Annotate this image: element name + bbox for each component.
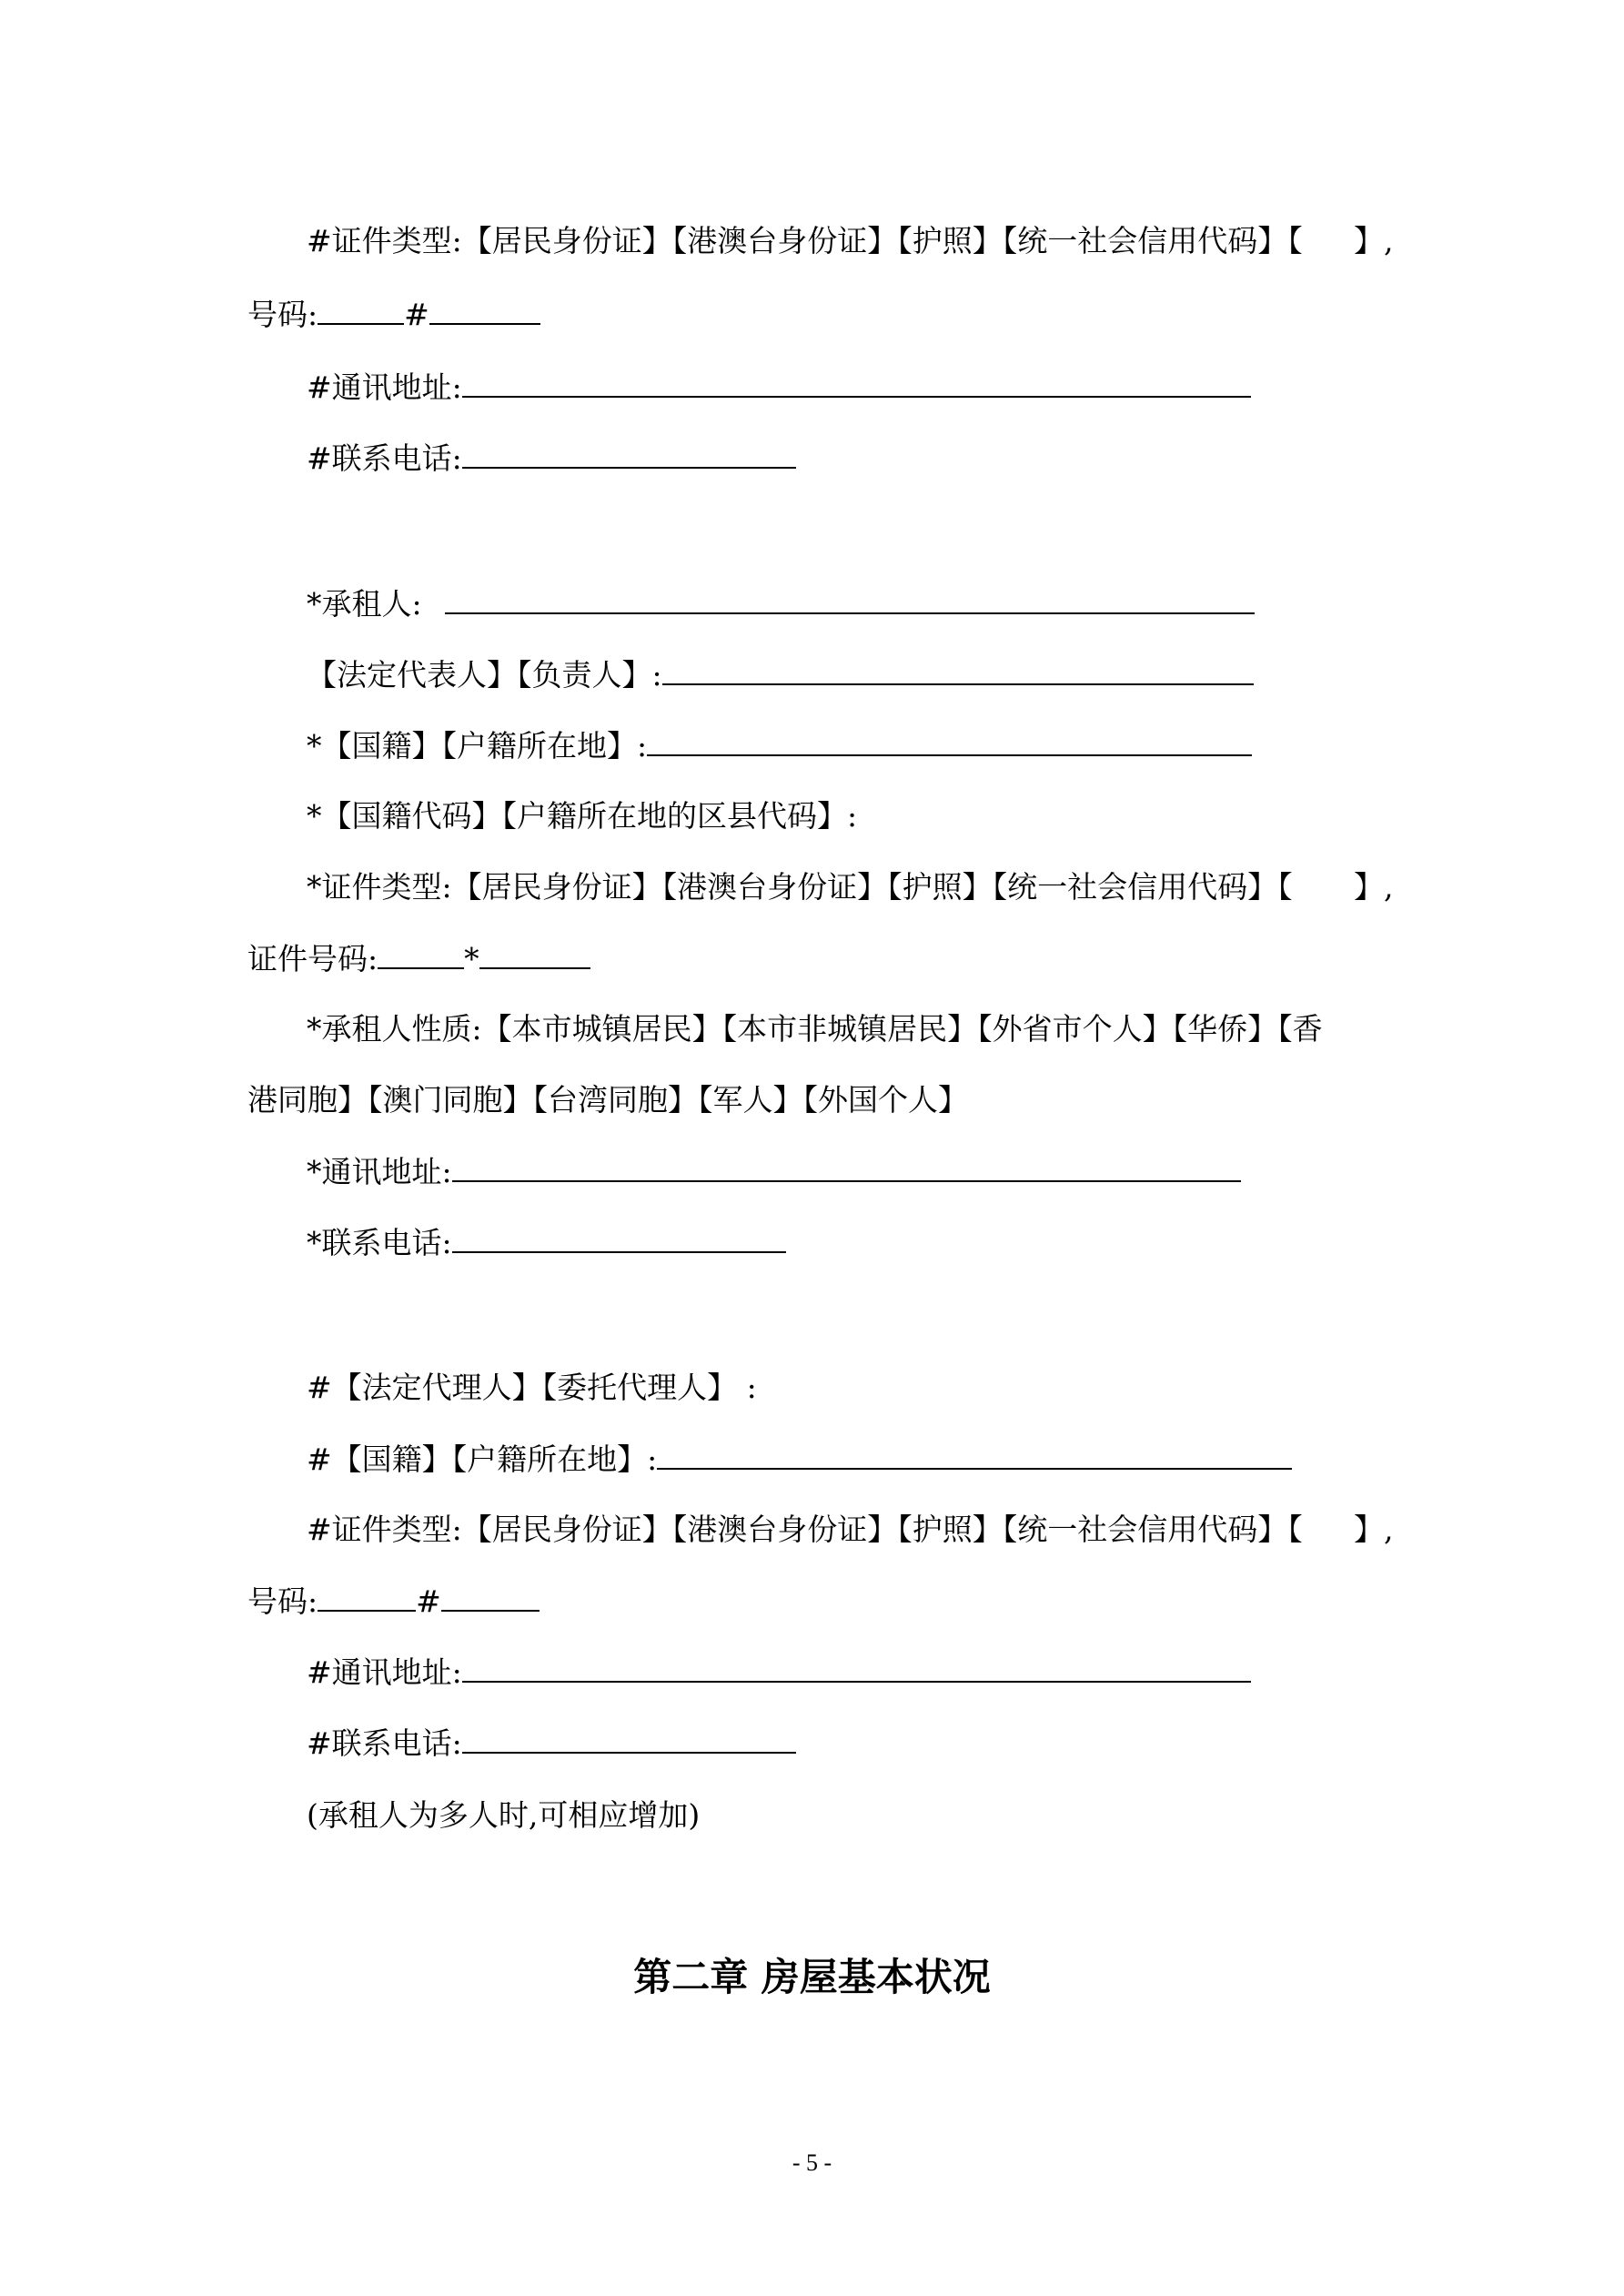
nationality-code-line: *【国籍代码】【户籍所在地的区县代码】: xyxy=(307,798,858,834)
legal-rep-label: 【法定代表人】【负责人】: xyxy=(307,657,662,693)
agent-id-number-blank-2[interactable] xyxy=(441,1583,540,1612)
agent-id-number-mark: # xyxy=(416,1583,441,1619)
phone-label: #联系电话: xyxy=(307,440,462,476)
tenant-id-type-close: 】, xyxy=(1354,869,1394,905)
agent-id-number-line xyxy=(247,1583,540,1620)
id-number-blank-2[interactable] xyxy=(429,296,540,325)
tenant-name-line xyxy=(307,585,1255,622)
tenant-address-line xyxy=(307,1153,1241,1190)
phone-blank[interactable] xyxy=(462,440,796,469)
agent-phone-line xyxy=(307,1725,796,1762)
tenant-id-type-line xyxy=(307,869,1293,905)
tenant-id-number-blank-2[interactable] xyxy=(479,940,590,969)
tenant-phone-line xyxy=(307,1224,786,1261)
tenant-nationality-label: *【国籍】【户籍所在地】: xyxy=(307,728,648,764)
tenant-id-type-label: *证件类型:【居民身份证】【港澳台身份证】【护照】【统一社会信用代码】【 xyxy=(307,869,1293,905)
tenant-id-number-line xyxy=(247,940,590,977)
agent-id-type-close: 】, xyxy=(1354,1512,1394,1547)
agent-nationality-line xyxy=(307,1441,1292,1478)
id-number-line xyxy=(247,296,540,333)
id-type-line xyxy=(307,223,1303,259)
agent-id-number-blank-1[interactable] xyxy=(318,1583,416,1612)
id-type-close: 】, xyxy=(1354,223,1394,258)
agent-address-blank[interactable] xyxy=(462,1654,1251,1683)
page-number: - 5 - xyxy=(792,2149,832,2176)
address-line xyxy=(307,369,1251,406)
agent-nationality-label: #【国籍】【户籍所在地】: xyxy=(307,1441,658,1477)
agent-nationality-blank[interactable] xyxy=(657,1441,1292,1470)
agent-id-type-label: #证件类型:【居民身份证】【港澳台身份证】【护照】【统一社会信用代码】【 xyxy=(307,1512,1303,1547)
tenant-nature-line-2: 港同胞】【澳门同胞】【台湾同胞】【军人】【外国个人】 xyxy=(247,1082,968,1118)
tenant-address-blank[interactable] xyxy=(452,1153,1241,1182)
tenant-name-blank[interactable] xyxy=(445,585,1255,614)
agent-address-label: #通讯地址: xyxy=(307,1654,462,1690)
tenant-phone-label: *联系电话: xyxy=(307,1225,452,1260)
tenant-name-label: *承租人: xyxy=(307,586,422,622)
tenant-address-label: *通讯地址: xyxy=(307,1154,452,1189)
tenant-nationality-blank[interactable] xyxy=(647,727,1252,756)
id-number-blank-1[interactable] xyxy=(318,296,404,325)
tenant-id-number-blank-1[interactable] xyxy=(378,940,464,969)
legal-rep-blank[interactable] xyxy=(662,656,1254,685)
agent-id-number-label: 号码: xyxy=(247,1583,318,1619)
chapter-title: 第二章 房屋基本状况 xyxy=(633,1955,991,1999)
phone-line xyxy=(307,440,796,477)
multi-tenant-note: (承租人为多人时,可相应增加) xyxy=(307,1797,701,1833)
id-number-label: 号码: xyxy=(247,297,318,332)
id-type-label: #证件类型:【居民身份证】【港澳台身份证】【护照】【统一社会信用代码】【 xyxy=(307,223,1303,258)
address-label: #通讯地址: xyxy=(307,369,462,405)
agent-address-line xyxy=(307,1654,1251,1691)
agent-id-type-line xyxy=(307,1512,1303,1548)
tenant-id-number-label: 证件号码: xyxy=(247,941,378,976)
tenant-phone-blank[interactable] xyxy=(452,1224,786,1253)
agent-phone-label: #联系电话: xyxy=(307,1725,462,1761)
agent-role-line: #【法定代理人】【委托代理人】 : xyxy=(307,1370,757,1405)
tenant-nationality-line xyxy=(307,727,1252,764)
address-blank[interactable] xyxy=(462,369,1251,398)
id-number-mark: # xyxy=(404,297,429,332)
legal-rep-line xyxy=(307,656,1254,693)
tenant-id-number-mark: * xyxy=(464,941,479,976)
tenant-nature-line-1: *承租人性质:【本市城镇居民】【本市非城镇居民】【外省市个人】【华侨】【香 xyxy=(307,1011,1323,1047)
agent-phone-blank[interactable] xyxy=(462,1725,796,1754)
